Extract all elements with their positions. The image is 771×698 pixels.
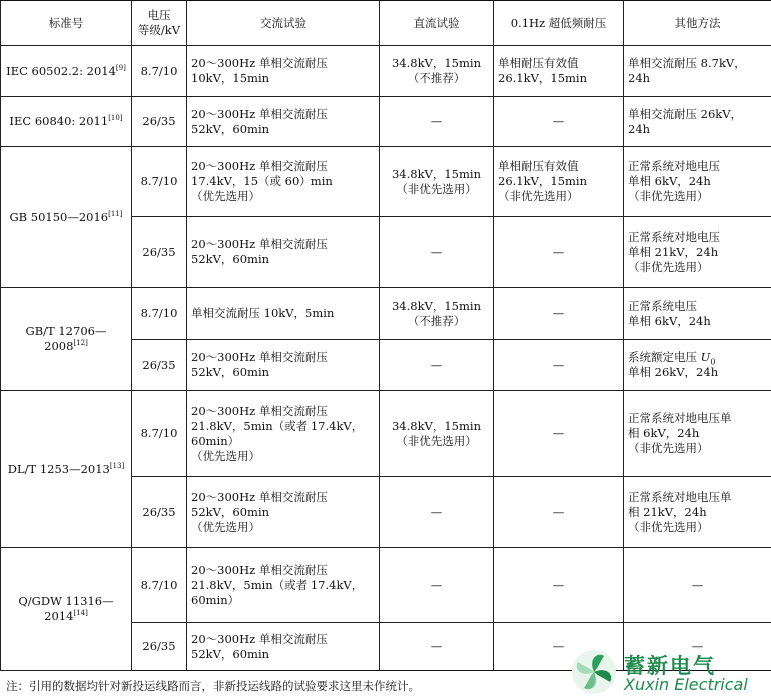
table-row (1, 391, 771, 477)
voltage-cell: 8.7/10 (132, 46, 187, 97)
dc-test-cell: — (380, 477, 494, 548)
voltage-cell: 8.7/10 (132, 288, 187, 340)
vlf-test-cell: — (494, 391, 624, 477)
vlf-test-cell: — (494, 623, 624, 671)
vlf-test-cell: — (494, 477, 624, 548)
dc-test-cell: 34.8kV，15min （非优先选用） (380, 147, 494, 217)
vlf-test-cell: 单相耐压有效值 26.1kV，15min （非优先选用） (494, 147, 624, 217)
ac-test-cell: 20～300Hz 单相交流耐压 52kV，60min （优先选用） (187, 477, 380, 548)
dc-test-cell: — (380, 548, 494, 623)
voltage-cell: 8.7/10 (132, 548, 187, 623)
table-row (1, 147, 771, 217)
standard-cell: GB 50150—2016[11] (1, 147, 132, 288)
voltage-cell: 8.7/10 (132, 391, 187, 477)
voltage-cell: 26/35 (132, 217, 187, 288)
col-header-ac-test: 交流试验 (187, 1, 380, 46)
dc-test-cell: 34.8kV，15min （不推荐） (380, 46, 494, 97)
standard-cell: DL/T 1253—2013[13] (1, 391, 132, 548)
ac-test-cell: 20～300Hz 单相交流耐压 10kV，15min (187, 46, 380, 97)
vlf-test-cell: — (494, 97, 624, 147)
ac-test-cell: 20～300Hz 单相交流耐压 52kV，60min (187, 340, 380, 391)
table-row (1, 548, 771, 623)
standard-cell: IEC 60502.2: 2014[9] (1, 46, 132, 97)
other-method-cell: 正常系统对地电压单 相 21kV，24h （非优先选用） (624, 477, 771, 548)
voltage-cell: 26/35 (132, 623, 187, 671)
ac-test-cell: 20～300Hz 单相交流耐压 21.8kV，5min（或者 17.4kV， 60min） （优先选用） (187, 391, 380, 477)
dc-test-cell: — (380, 217, 494, 288)
other-method-cell: 正常系统对地电压 单相 21kV，24h （非优先选用） (624, 217, 771, 288)
header-row (1, 1, 771, 46)
col-header-standard: 标准号 (1, 1, 132, 46)
vlf-test-cell: — (494, 340, 624, 391)
vlf-test-cell: — (494, 288, 624, 340)
col-header-dc-test: 直流试验 (380, 1, 494, 46)
dc-test-cell: 34.8kV，15min （不推荐） (380, 288, 494, 340)
other-method-cell: 正常系统对地电压单 相 6kV，24h （非优先选用） (624, 391, 771, 477)
other-method-cell: 系统额定电压 $U_0$ 单相 26kV，24h (624, 340, 771, 391)
ac-test-cell: 20～300Hz 单相交流耐压 52kV，60min (187, 217, 380, 288)
ac-test-cell: 20～300Hz 单相交流耐压 21.8kV，5min（或者 17.4kV， 60min） (187, 548, 380, 623)
voltage-cell: 26/35 (132, 477, 187, 548)
pinwheel-logo-icon (570, 648, 618, 696)
table-footnote: 注：引用的数据均针对新投运线路而言，非新投运线路的试验要求这里未作统计。 (6, 679, 420, 693)
table-row (1, 288, 771, 340)
other-method-cell: — (624, 623, 771, 671)
dc-test-cell: 34.8kV，15min （非优先选用） (380, 391, 494, 477)
col-header-voltage: 电压 等级/kV (132, 1, 187, 46)
dc-test-cell: — (380, 340, 494, 391)
voltage-cell: 8.7/10 (132, 147, 187, 217)
table-row (1, 97, 771, 147)
voltage-cell: 26/35 (132, 340, 187, 391)
ac-test-cell: 20～300Hz 单相交流耐压 17.4kV，15（或 60）min （优先选用） (187, 147, 380, 217)
col-header-vlf-test: 0.1Hz 超低频耐压 (494, 1, 624, 46)
col-header-other-methods: 其他方法 (624, 1, 771, 46)
other-method-cell: 正常系统对地电压 单相 6kV，24h （非优先选用） (624, 147, 771, 217)
dc-test-cell: — (380, 623, 494, 671)
logo-english-text: Xuxin Electrical (624, 675, 748, 694)
vlf-test-cell: 单相耐压有效值 26.1kV，15min (494, 46, 624, 97)
ac-test-cell: 单相交流耐压 10kV，5min (187, 288, 380, 340)
ac-test-cell: 20～300Hz 单相交流耐压 52kV，60min (187, 623, 380, 671)
standard-cell: GB/T 12706—2008[12] (1, 288, 132, 391)
ac-test-cell: 20～300Hz 单相交流耐压 52kV，60min (187, 97, 380, 147)
table-row (1, 46, 771, 97)
vlf-test-cell: — (494, 217, 624, 288)
logo-chinese-text: 蓄新电气 (624, 654, 716, 678)
vlf-test-cell: — (494, 548, 624, 623)
other-method-cell: 单相交流耐压 8.7kV， 24h (624, 46, 771, 97)
standard-cell: Q/GDW 11316—2014[14] (1, 548, 132, 671)
other-method-cell: — (624, 548, 771, 623)
voltage-cell: 26/35 (132, 97, 187, 147)
other-method-cell: 单相交流耐压 26kV， 24h (624, 97, 771, 147)
standard-cell: IEC 60840: 2011[10] (1, 97, 132, 147)
company-logo (568, 648, 768, 696)
dc-test-cell: — (380, 97, 494, 147)
other-method-cell: 正常系统电压 单相 6kV，24h (624, 288, 771, 340)
